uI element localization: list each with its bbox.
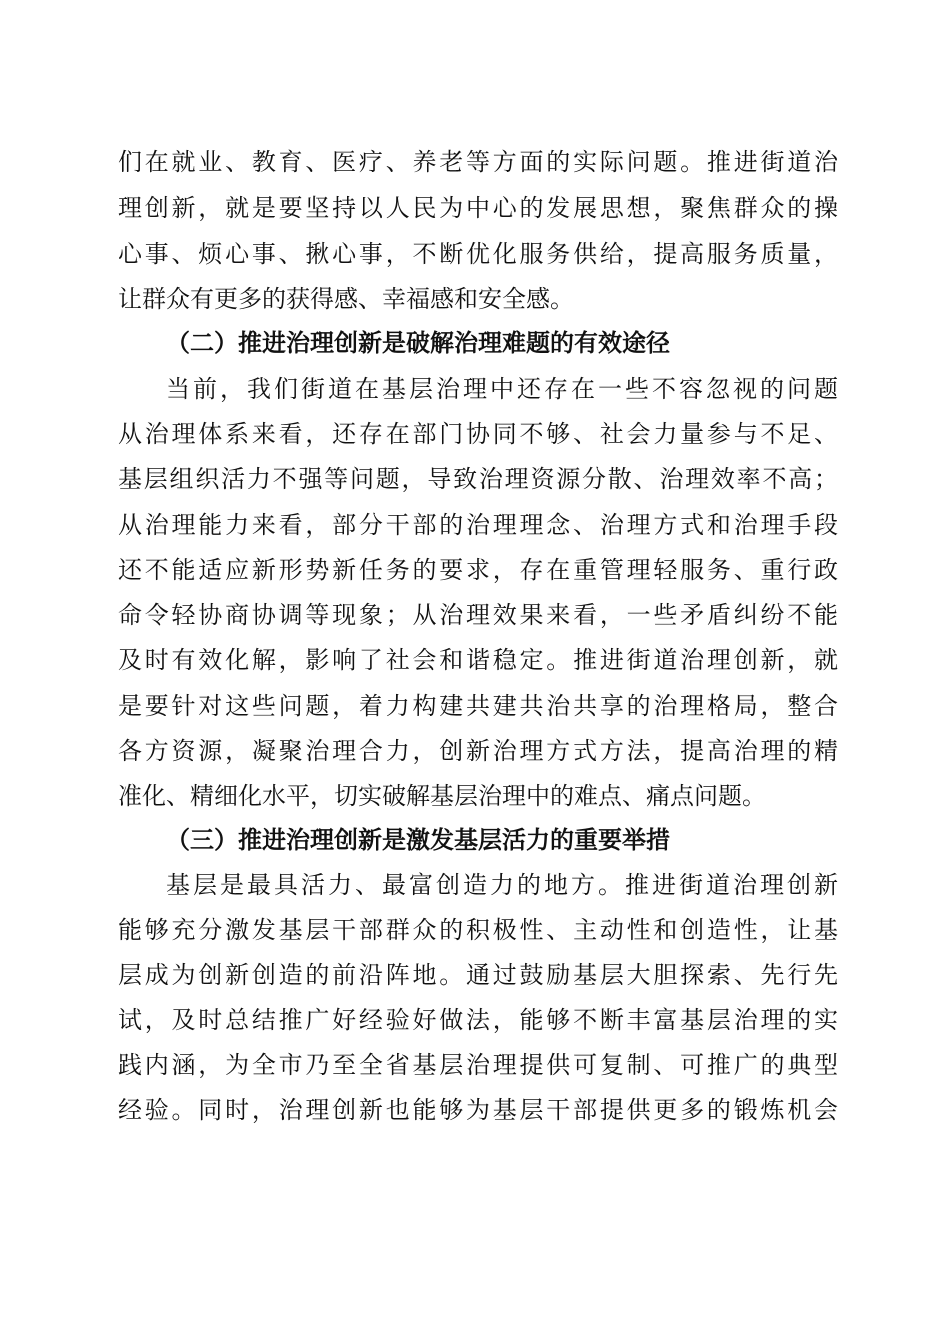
paragraph-line: 是要针对这些问题，着力构建共建共治共享的治理格局，整合 [118,692,838,720]
paragraph-line: 试，及时总结推广好经验好做法，能够不断丰富基层治理的实 [118,1006,838,1034]
paragraph-line: 从治理能力来看，部分干部的治理理念、治理方式和治理手段 [118,511,838,539]
paragraph-line: 能够充分激发基层干部群众的积极性、主动性和创造性，让基 [118,916,838,944]
section-heading-3: （三）推进治理创新是激发基层活力的重要举措 [166,825,670,854]
paragraph-line: 践内涵，为全市乃至全省基层治理提供可复制、可推广的典型 [118,1051,838,1079]
paragraph-line: 让群众有更多的获得感、幸福感和安全感。 [118,285,574,313]
paragraph-line: 当前，我们街道在基层治理中还存在一些不容忽视的问题 [166,375,838,403]
paragraph-line: 命令轻协商协调等现象；从治理效果来看，一些矛盾纠纷不能 [118,601,838,629]
paragraph-line: 还不能适应新形势新任务的要求，存在重管理轻服务、重行政 [118,556,838,584]
paragraph-line: 层成为创新创造的前沿阵地。通过鼓励基层大胆探索、先行先 [118,961,838,989]
paragraph-line: 心事、烦心事、揪心事，不断优化服务供给，提高服务质量， [118,240,838,268]
paragraph-line: 基层组织活力不强等问题，导致治理资源分散、治理效率不高； [118,465,838,493]
paragraph-line: 各方资源，凝聚治理合力，创新治理方式方法，提高治理的精 [118,737,838,765]
paragraph-line: 理创新，就是要坚持以人民为中心的发展思想，聚焦群众的操 [118,194,838,222]
paragraph-line: 及时有效化解，影响了社会和谐稳定。推进街道治理创新，就 [118,646,838,674]
section-heading-2: （二）推进治理创新是破解治理难题的有效途径 [166,328,670,357]
paragraph-line: 准化、精细化水平，切实破解基层治理中的难点、痛点问题。 [118,782,766,810]
paragraph-line: 从治理体系来看，还存在部门协同不够、社会力量参与不足、 [118,420,838,448]
paragraph-line: 们在就业、教育、医疗、养老等方面的实际问题。推进街道治 [118,148,838,176]
paragraph-line: 基层是最具活力、最富创造力的地方。推进街道治理创新 [166,871,838,899]
paragraph-line: 经验。同时，治理创新也能够为基层干部提供更多的锻炼机会 [118,1096,838,1124]
